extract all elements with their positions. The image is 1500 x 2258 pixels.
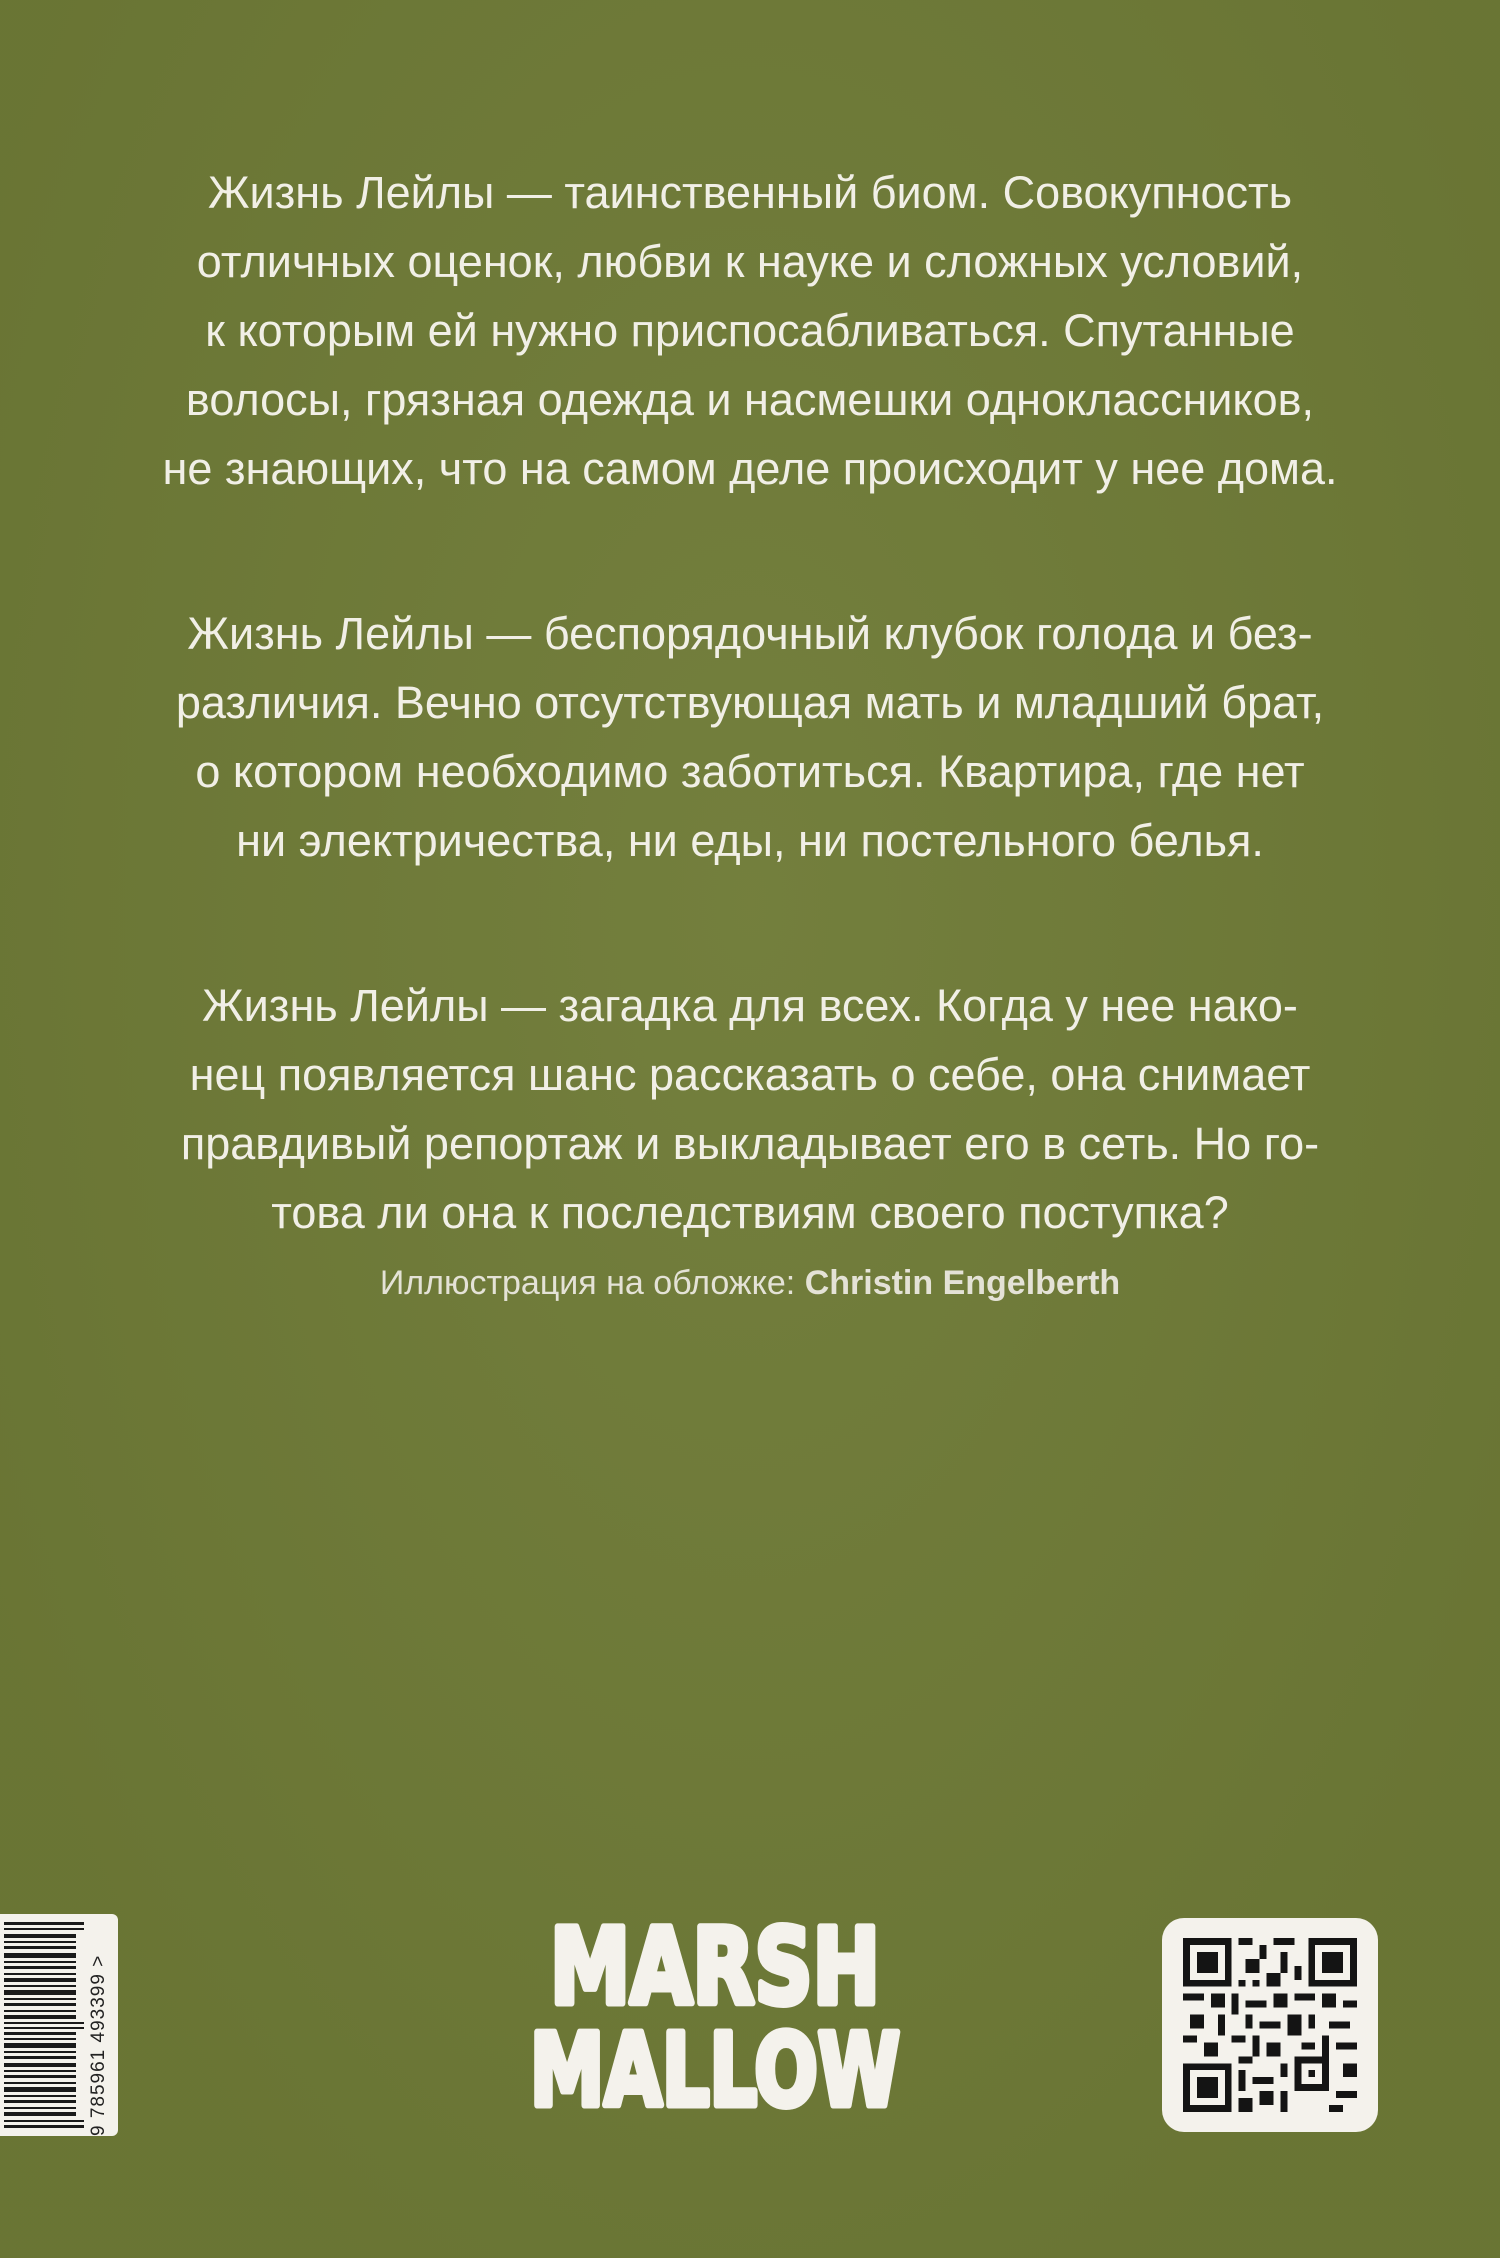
marshmallow-logo-icon [515,1906,915,2129]
blurb-line: ни электричества, ни еды, ни постельного белья. [236,815,1264,866]
blurb-line: това ли она к последствиям своего поступка? [271,1187,1229,1238]
blurb-line: волосы, грязная одежда и насмешки одноклассников, [185,374,1315,425]
blurb-line: нец появляется шанс рассказать о себе, она снимает [189,1049,1311,1100]
credit-name: Christin Engelberth [804,1264,1121,1302]
blurb-line: к которым ей нужно приспосабливаться. Спутанные [205,305,1295,356]
blurb-line: Жизнь Лейлы — беспорядочный клубок голода и без- [187,608,1313,659]
blurb-line: отличных оценок, любви к науке и сложных условий, [196,236,1304,287]
publisher-logo [515,1906,915,2129]
blurb-line: правдивый репортаж и выкладывает его в сеть. Но го- [180,1118,1320,1169]
blurb-paragraph-2 [100,599,1400,875]
blurb-line: не знающих, что на самом деле происходит у нее дома. [162,443,1338,494]
isbn-barcode [0,1914,118,2136]
logo-line-2: MALLOW [530,2012,900,2129]
blurb-line: Жизнь Лейлы — загадка для всех. Когда у нее нако- [202,980,1298,1031]
qr-code-icon [1182,1938,1358,2112]
blurb-line: о котором необходимо заботиться. Квартира, где нет [195,746,1305,797]
logo-line-1: MARSH [550,1906,880,2028]
credit-label: Иллюстрация на обложке: [379,1264,796,1302]
illustration-credit [0,1264,1500,1303]
barcode-icon [4,1922,84,2128]
blurb-line: Жизнь Лейлы — таинственный биом. Совокупность [207,167,1293,218]
qr-code[interactable] [1162,1918,1378,2132]
barcode-digits: 9 785961 493399 > [88,1954,109,2136]
blurb-line: различия. Вечно отсутствующая мать и младший брат, [175,677,1325,728]
blurb-text [100,158,1400,1343]
blurb-paragraph-1 [100,158,1400,503]
blurb-paragraph-3 [100,971,1400,1247]
